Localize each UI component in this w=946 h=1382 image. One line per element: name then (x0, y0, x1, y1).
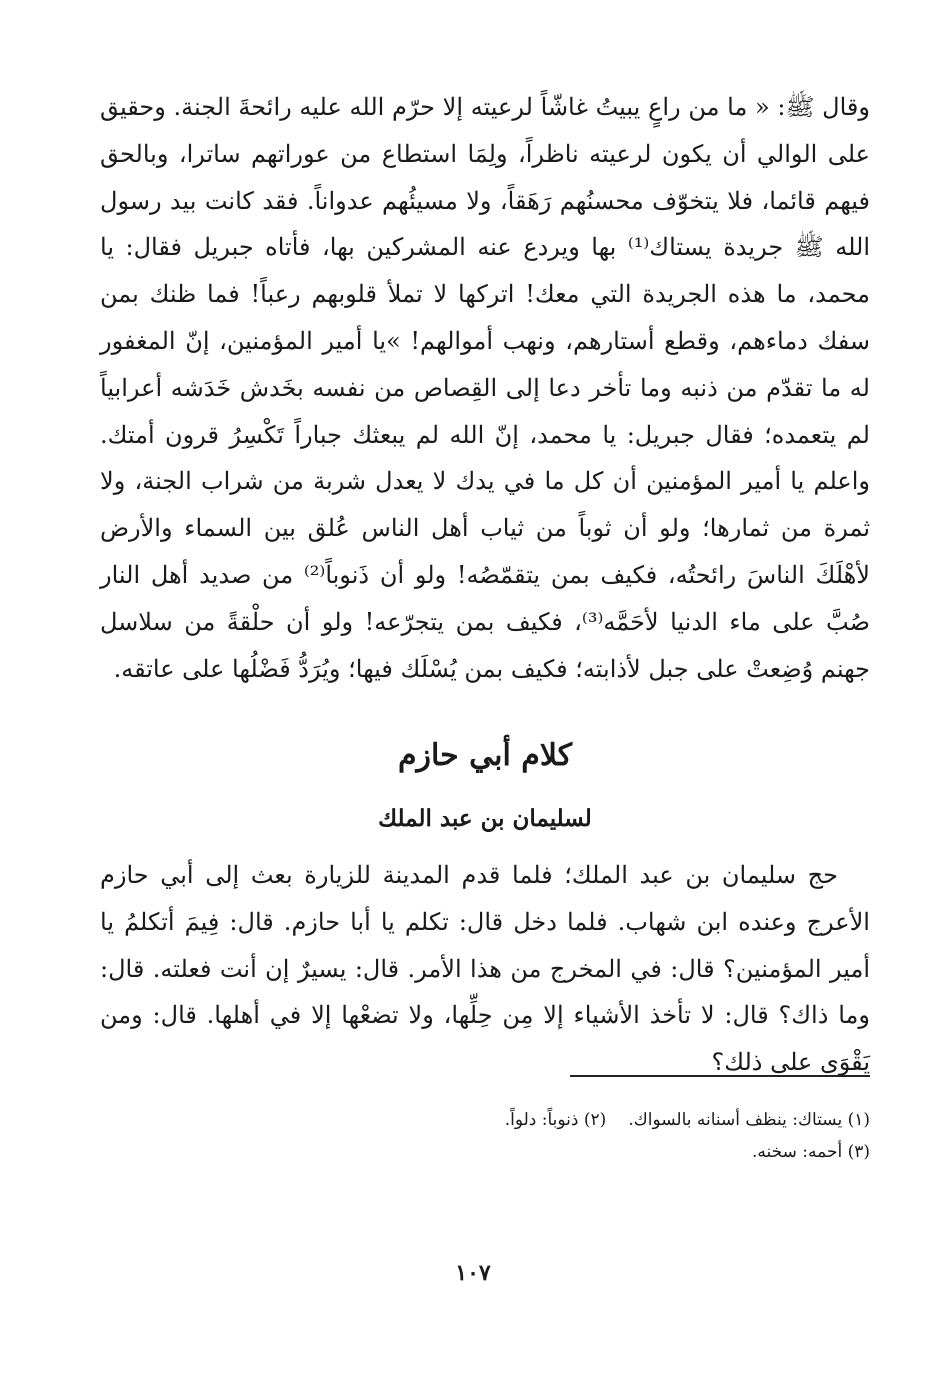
main-paragraph (100, 84, 870, 692)
text-line: ويُرَدُّ فَضْلُها على عاتقه. (113, 654, 341, 683)
text-line: ﷺ جريدة يستاك⁽¹⁾ بها ويردع عنه المشركين بها، فأتاه جبريل فقال: يا محمد، ما (100, 233, 870, 309)
text-line: وعنده ابن شهاب. فلما دخل قال: تكلم يا أبا حازم. قال: فِيمَ أتكلمُ يا أمير المؤمنين؟ (100, 907, 870, 983)
text-line: تأخذ الأشياء إلا مِن حِلِّها، ولا تضعْها إلا في أهلها. قال: ومن يَقْوَى على ذلك؟ (100, 1001, 870, 1077)
text-line: حج سليمان بن عبد الملك؛ فلما قدم المدينة للزيارة بعث إلى أبي حازم الأعرج (100, 861, 870, 936)
text-line: يدك لا يعدل شربة من شراب الجنة، ولا ثمرة من ثمارها؛ ولو أن ثوباً من ثياب أهل (100, 467, 871, 543)
section-paragraph (100, 852, 870, 1086)
footnotes (100, 1104, 870, 1168)
footnote-2: (٢) ذنوباً: دلواً. (504, 1110, 607, 1130)
text-line: قائما، فلا يتخوّف محسنُهم رَهَقاً، ولا مسيئُهم عدواناً. فقد كانت بيد رسول الله (100, 186, 870, 262)
footnote-divider (570, 1075, 870, 1077)
footnote-line (100, 1104, 870, 1136)
text-line: وقال ﷺ: « ما من راعٍ يبيتُ غاشّاً لرعيته إلا حرّم الله عليه رائحةَ الجنة. وحقيق (100, 93, 870, 121)
page-number: ١٠٧ (455, 1260, 491, 1286)
text-line: ذَنوباً⁽²⁾ من صديد أهل النار صُبَّ على ماء الدنيا لأحَمَّه⁽³⁾، فكيف بمن يتجرّعه! (100, 560, 870, 636)
section-subheading: لسليمان بن عبد الملك (378, 805, 592, 832)
text-line: هذه الجريدة التي معك! اتركها لا تملأ قلوبهم رعباً! فما ظنك بمن سفك دماءهم، (100, 280, 870, 355)
text-line: على الوالي أن يكون لرعيته ناظراً، ولِمَا استطاع من عوراتهم ساترا، وبالحق فيهم (100, 139, 870, 215)
text-line: ولو أن حلْقةً من سلاسل جهنم وُضِعتْ على جبل لأذابته؛ فكيف بمن يُسْلَك فيها؛ (100, 607, 870, 683)
paragraph-text (100, 852, 870, 1086)
text-line: تأخر دعا إلى القِصاص من نفسه بخَدش خَدَشه أعرابياً لم يتعمده؛ فقال جبريل: يا (100, 373, 870, 449)
text-line: قال: في المخرج من هذا الأمر. قال: يسيرٌ إن أنت فعلته. قال: وما ذاك؟ قال: لا (100, 954, 870, 1030)
section-heading: كلام أبي حازم (397, 738, 573, 773)
paragraph-text (100, 84, 870, 692)
footnote-3: (٣) أحمه: سخنه. (752, 1142, 870, 1162)
footnote-1: (١) يستاك: ينظف أسنانه بالسواك. (628, 1110, 870, 1130)
text-line: الناس عُلق بين السماء والأرض لأهْلَكَ الناسَ رائحتُه، فكيف بمن يتقمّصُه! ولو أن (100, 514, 870, 589)
text-line: وقطع أستارهم، ونهب أموالهم! »يا أمير المؤمنين، إنّ المغفور له ما تقدّم من ذنبه وما (100, 326, 870, 402)
text-line: محمد، إنّ الله لم يبعثك جباراً تَكْسِرُ قرون أمتك. واعلم يا أمير المؤمنين أن كل ما في (100, 420, 870, 496)
footnote-line (100, 1136, 870, 1168)
